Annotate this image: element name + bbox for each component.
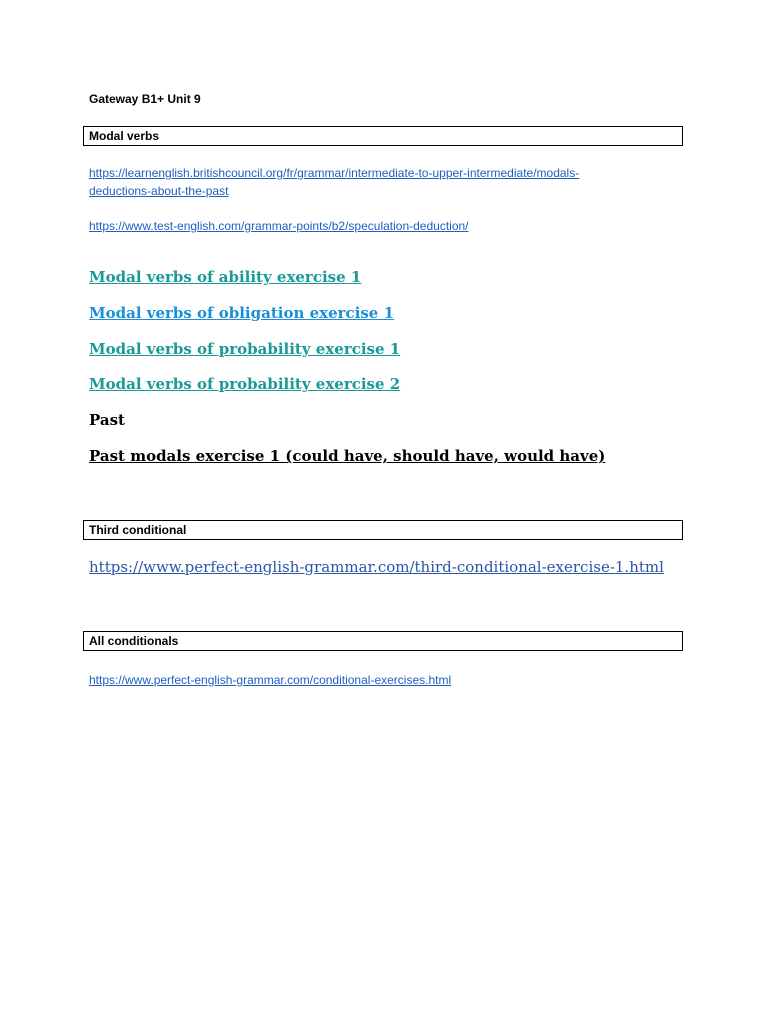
modal-verbs-heading: Modal verbs [83, 126, 683, 146]
britishcouncil-link-line-2: deductions-about-the-past [89, 184, 229, 198]
third-conditional-heading: Third conditional [83, 520, 683, 540]
probability-exercise-2-link[interactable]: Modal verbs of probability exercise 2 [89, 375, 401, 393]
all-conditionals-heading: All conditionals [83, 631, 683, 651]
all-conditionals-link[interactable]: https://www.perfect-english-grammar.com/conditional-exercises.html [89, 673, 452, 687]
past-label: Past [89, 411, 125, 429]
probability-exercise-1-link[interactable]: Modal verbs of probability exercise 1 [89, 340, 401, 358]
britishcouncil-link[interactable] [89, 164, 579, 200]
past-modals-exercise-link[interactable]: Past modals exercise 1 (could have, should have, would have) [89, 447, 606, 465]
document-title: Gateway B1+ Unit 9 [89, 92, 201, 106]
test-english-link[interactable]: https://www.test-english.com/grammar-points/b2/speculation-deduction/ [89, 219, 469, 233]
third-conditional-link[interactable]: https://www.perfect-english-grammar.com/third-conditional-exercise-1.html [89, 558, 664, 576]
obligation-exercise-link[interactable]: Modal verbs of obligation exercise 1 [89, 304, 395, 322]
ability-exercise-link[interactable]: Modal verbs of ability exercise 1 [89, 268, 362, 286]
britishcouncil-link-line-1: https://learnenglish.britishcouncil.org/fr/grammar/intermediate-to-upper-intermediate/modals- [89, 166, 580, 180]
